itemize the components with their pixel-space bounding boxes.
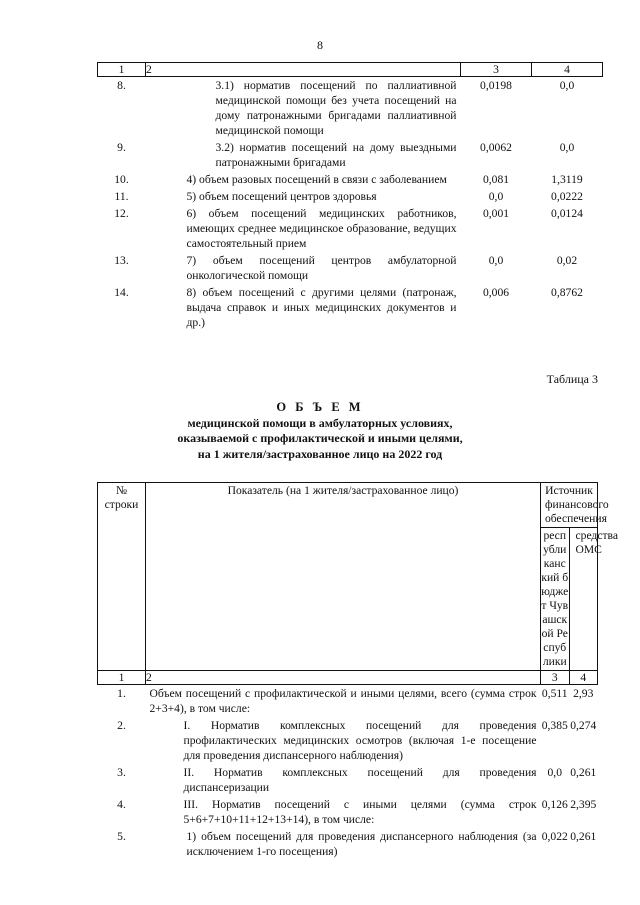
row-value-budget: 0,022	[541, 830, 568, 843]
row-indicator: 1) объем посещений для проведения диспансерного наблюдения (за исключением 1-го посещения)	[186, 830, 537, 858]
row-value-budget: 0,001	[482, 207, 510, 220]
col-number-4: 4	[532, 63, 603, 77]
table-row	[98, 77, 603, 140]
row-indicator: 4) объем разовых посещений в связи с заболеванием	[186, 173, 447, 186]
table-number-row	[98, 671, 598, 685]
row-number: 1.	[117, 687, 126, 700]
row-indicator: 3.1) норматив посещений по паллиативной медицинской помощи без учета посещений на дому патронажными бригадами паллиативной медицинской помощи	[215, 79, 457, 137]
row-number: 5.	[117, 830, 126, 843]
row-value-oms: 0,0222	[551, 190, 583, 203]
col-number-2: 2	[146, 671, 541, 685]
table-caption: Таблица 3	[546, 372, 598, 386]
title-line-3: оказываемой с профилактической и иными целями,	[177, 431, 463, 445]
header-oms: средства ОМС	[569, 528, 598, 671]
col-number-1: 1	[98, 671, 146, 685]
table-row	[98, 205, 603, 252]
table-title	[0, 400, 640, 462]
table-header-row	[98, 483, 598, 528]
row-value-budget: 0,006	[482, 286, 510, 299]
row-indicator: II. Норматив комплексных посещений для проведения диспансеризации	[183, 766, 537, 794]
row-number: 11.	[114, 190, 129, 203]
table-row	[98, 828, 598, 860]
table-row	[98, 188, 603, 205]
col-number-2: 2	[146, 63, 461, 77]
row-value-oms: 0,0	[559, 79, 575, 92]
row-number: 14.	[114, 286, 129, 299]
row-value-oms: 0,02	[556, 254, 578, 267]
row-indicator: Объем посещений с профилактической и иными целями, всего (сумма строк 2+3+4), в том числе:	[149, 687, 537, 715]
table-row	[98, 685, 598, 718]
header-source: Источник финансового обеспечения	[541, 483, 598, 528]
table-row	[98, 252, 603, 284]
table-3	[97, 482, 619, 860]
table-row	[98, 764, 598, 796]
row-value-oms: 0,261	[570, 766, 597, 779]
col-number-3: 3	[461, 63, 532, 77]
row-number: 9.	[117, 141, 126, 154]
table-row	[98, 171, 603, 188]
table-row	[98, 139, 603, 171]
row-number: 8.	[117, 79, 126, 92]
row-number: 10.	[114, 173, 129, 186]
header-budget: республиканский бюджет Чувашской Республики	[541, 528, 570, 671]
header-row-number: № строки	[98, 483, 146, 671]
row-indicator: 5) объем посещений центров здоровья	[186, 190, 377, 203]
row-number: 2.	[117, 719, 126, 732]
row-value-budget: 0,0	[547, 766, 562, 779]
col-number-3: 3	[541, 671, 570, 685]
row-indicator: 7) объем посещений центров амбулаторной онкологической помощи	[186, 254, 457, 282]
title-line-2: медицинской помощи в амбулаторных условиях,	[187, 415, 453, 430]
row-value-oms: 0,274	[570, 719, 597, 732]
title-line-1: О Б Ъ Е М	[276, 400, 364, 414]
row-value-budget: 0,385	[541, 719, 568, 732]
title-line-4: на 1 жителя/застрахованное лицо на 2022 год	[197, 446, 443, 461]
row-value-budget: 0,0062	[480, 141, 512, 154]
row-value-budget: 0,0198	[480, 79, 512, 92]
table-row	[98, 717, 598, 764]
row-value-oms: 1,3119	[551, 173, 583, 186]
row-indicator: III. Норматив посещений с иными целями (сумма строк 5+6+7+10+11+12+13+14), в том числе:	[183, 798, 537, 826]
row-indicator: 3.2) норматив посещений на дому выездными патронажными бригадами	[215, 141, 457, 169]
row-indicator: 8) объем посещений с другими целями (патронаж, выдача справок и иных медицинских документов и др.)	[186, 286, 457, 329]
row-value-budget: 0,0	[488, 254, 504, 267]
row-number: 13.	[114, 254, 129, 267]
row-value-oms: 0,0124	[551, 207, 583, 220]
row-indicator: I. Норматив комплексных посещений для проведения профилактических медицинских осмотров (включая 1-е посещение для проведения диспансерного наблюдения)	[183, 719, 537, 762]
row-value-budget: 0,0	[488, 190, 504, 203]
row-number: 3.	[117, 766, 126, 779]
table-header-row	[98, 63, 603, 77]
row-number: 4.	[117, 798, 126, 811]
row-value-budget: 0,511	[541, 687, 568, 700]
row-value-oms: 0,8762	[551, 286, 583, 299]
row-value-oms: 2,395	[570, 798, 597, 811]
table-continued	[97, 62, 603, 331]
header-indicator: Показатель (на 1 жителя/застрахованное лицо)	[146, 483, 541, 671]
row-value-oms: 0,261	[570, 830, 597, 843]
table-row	[98, 796, 598, 828]
row-value-budget: 0,126	[541, 798, 568, 811]
row-number: 12.	[114, 207, 129, 220]
table-row	[98, 284, 603, 331]
row-value-budget: 0,081	[482, 173, 510, 186]
row-indicator: 6) объем посещений медицинских работников, имеющих среднее медицинское образование, ведущих самостоятельный прием	[186, 207, 457, 250]
col-number-4: 4	[569, 671, 598, 685]
row-value-oms: 2,93	[573, 687, 594, 700]
col-number-1: 1	[98, 63, 146, 77]
page-number: 8	[317, 38, 323, 52]
row-value-oms: 0,0	[559, 141, 575, 154]
